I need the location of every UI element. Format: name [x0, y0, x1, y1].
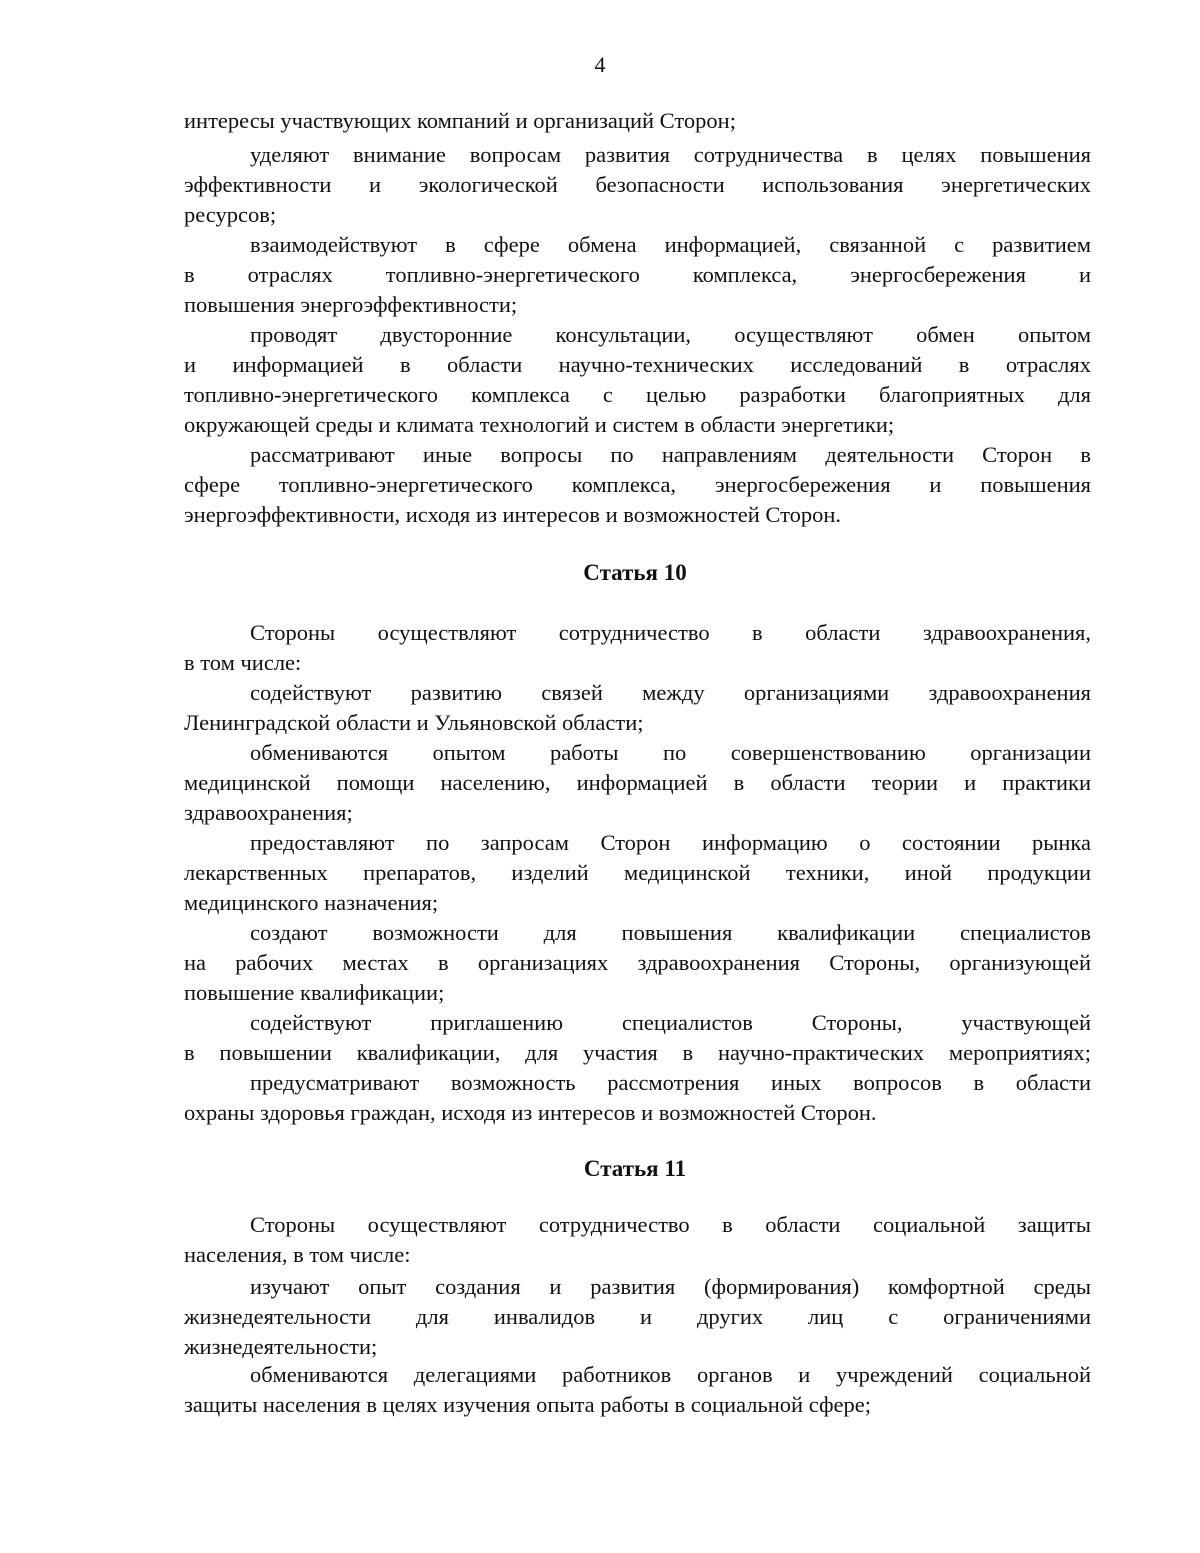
- article-heading: Статья 11: [583, 1156, 687, 1181]
- text-line: медицинской помощи населению, информацией в области теории и практики: [184, 770, 1091, 795]
- text-line: жизнедеятельности для инвалидов и других лиц с ограничениями: [184, 1304, 1091, 1329]
- text-line: охраны здоровья граждан, исходя из интересов и возможностей Сторон.: [184, 1100, 877, 1125]
- text-line: содействуют развитию связей между организациями здравоохранения: [250, 680, 1091, 705]
- page-number: 4: [594, 52, 606, 77]
- text-line: здравоохранения;: [184, 800, 353, 825]
- text-line: повышения энергоэффективности;: [184, 292, 518, 317]
- text-line: обмениваются делегациями работников органов и учреждений социальной: [250, 1362, 1091, 1387]
- text-line: взаимодействуют в сфере обмена информацией, связанной с развитием: [250, 232, 1091, 257]
- text-line: предусматривают возможность рассмотрения иных вопросов в области: [250, 1070, 1091, 1095]
- text-line: в отраслях топливно-энергетического комплекса, энергосбережения и: [184, 262, 1091, 287]
- text-line: эффективности и экологической безопасности использования энергетических: [184, 172, 1091, 197]
- text-line: медицинского назначения;: [184, 890, 439, 915]
- article-heading: Статья 10: [583, 560, 687, 585]
- text-line: на рабочих местах в организациях здравоохранения Стороны, организующей: [184, 950, 1091, 975]
- text-line: проводят двусторонние консультации, осуществляют обмен опытом: [250, 322, 1091, 347]
- text-line: Стороны осуществляют сотрудничество в области социальной защиты: [250, 1212, 1091, 1237]
- text-line: уделяют внимание вопросам развития сотрудничества в целях повышения: [250, 142, 1091, 167]
- text-line: в том числе:: [184, 650, 302, 675]
- text-line: Стороны осуществляют сотрудничество в области здравоохранения,: [250, 620, 1091, 645]
- text-line: лекарственных препаратов, изделий медицинской техники, иной продукции: [184, 860, 1091, 885]
- text-line: окружающей среды и климата технологий и систем в области энергетики;: [184, 412, 895, 437]
- text-line: энергоэффективности, исходя из интересов и возможностей Сторон.: [184, 502, 842, 527]
- text-line: населения, в том числе:: [184, 1242, 411, 1267]
- text-line: предоставляют по запросам Сторон информацию о состоянии рынка: [250, 830, 1091, 855]
- text-line: и информацией в области научно-технических исследований в отраслях: [184, 352, 1091, 377]
- text-line: жизнедеятельности;: [184, 1334, 378, 1359]
- text-line: повышение квалификации;: [184, 980, 445, 1005]
- text-line: защиты населения в целях изучения опыта работы в социальной сфере;: [184, 1392, 872, 1417]
- text-line: интересы участвующих компаний и организаций Сторон;: [184, 108, 736, 133]
- text-line: Ленинградской области и Ульяновской области;: [184, 710, 644, 735]
- text-line: сфере топливно-энергетического комплекса, энергосбережения и повышения: [184, 472, 1091, 497]
- text-line: содействуют приглашению специалистов Стороны, участвующей: [250, 1010, 1091, 1035]
- text-line: рассматривают иные вопросы по направлениям деятельности Сторон в: [250, 442, 1091, 467]
- text-line: обмениваются опытом работы по совершенствованию организации: [250, 740, 1091, 765]
- text-line: создают возможности для повышения квалификации специалистов: [250, 920, 1091, 945]
- text-line: ресурсов;: [184, 202, 277, 227]
- text-line: в повышении квалификации, для участия в научно-практических мероприятиях;: [184, 1040, 1091, 1065]
- text-line: изучают опыт создания и развития (формирования) комфортной среды: [250, 1274, 1091, 1299]
- text-line: топливно-энергетического комплекса с целью разработки благоприятных для: [184, 382, 1091, 407]
